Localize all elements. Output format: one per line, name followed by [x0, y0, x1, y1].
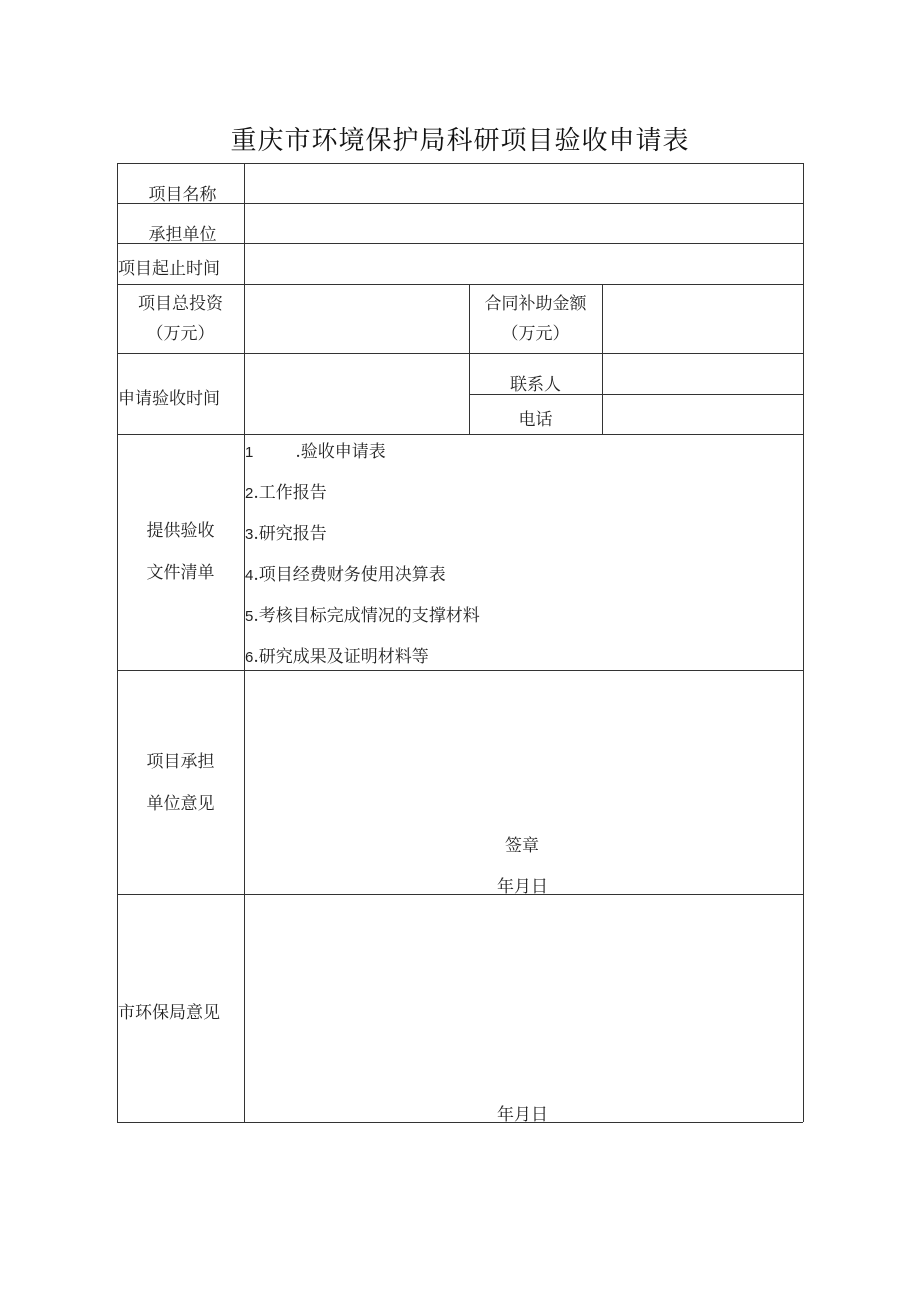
period-label: 项目起止时间: [118, 259, 220, 279]
apply-time-label: 申请验收时间: [118, 389, 220, 409]
doc-item-text: .项目经费财务使用决算表: [253, 565, 446, 585]
table-border-right: [803, 163, 804, 1122]
doc-item-text: .工作报告: [253, 483, 327, 503]
doc-item-text: .研究报告: [253, 524, 327, 544]
seal-label: 签章: [505, 836, 539, 856]
bureau-opinion-field[interactable]: [245, 895, 802, 1085]
doc-item: [245, 642, 429, 667]
row-divider: [117, 434, 803, 435]
subsidy-label-line2: （万元）: [501, 324, 570, 344]
apply-time-field[interactable]: [245, 354, 469, 434]
investment-label-line1: 项目总投资: [138, 294, 223, 314]
doc-item: [245, 437, 386, 462]
doc-item-number: 1: [245, 444, 254, 461]
bureau-opinion-date: 年月日: [497, 1105, 548, 1125]
doc-item-text: .验收申请表: [295, 442, 386, 462]
doc-item-number: 6: [245, 649, 254, 666]
contact-field[interactable]: [603, 354, 802, 394]
unit-opinion-label-line2: 单位意见: [146, 794, 215, 814]
bureau-opinion-label: 市环保局意见: [118, 1003, 220, 1023]
doc-item-text: .研究成果及证明材料等: [253, 647, 429, 667]
investment-field[interactable]: [245, 285, 469, 353]
docs-label: [117, 510, 244, 594]
table-border-bottom: [117, 1122, 803, 1123]
unit-opinion-field[interactable]: [245, 671, 802, 821]
doc-item-text: .考核目标完成情况的支撑材料: [253, 606, 480, 626]
phone-field[interactable]: [603, 395, 802, 434]
form-title: 重庆市环境保护局科研项目验收申请表: [230, 126, 690, 156]
doc-item: [245, 478, 327, 503]
unit-label: 承担单位: [148, 225, 217, 245]
unit-opinion-label: [117, 741, 244, 825]
project-name-label: 项目名称: [148, 185, 217, 205]
docs-label-line2: 文件清单: [146, 563, 215, 583]
subsidy-label-line1: 合同补助金额: [484, 294, 587, 314]
period-field[interactable]: [245, 244, 802, 284]
project-name-field[interactable]: [245, 164, 802, 203]
unit-opinion-label-line1: 项目承担: [146, 752, 215, 772]
doc-item-number: 3: [245, 526, 254, 543]
investment-label: [117, 285, 244, 353]
investment-label-line2: （万元）: [146, 324, 215, 344]
subsidy-field[interactable]: [603, 285, 802, 353]
doc-item-number: 5: [245, 608, 254, 625]
unit-field[interactable]: [245, 204, 802, 243]
phone-label: 电话: [518, 410, 553, 430]
doc-item: [245, 519, 327, 544]
contact-label: 联系人: [510, 375, 561, 395]
doc-item: [245, 601, 480, 626]
docs-label-line1: 提供验收: [146, 521, 215, 541]
doc-item-number: 2: [245, 485, 254, 502]
doc-item-number: 4: [245, 567, 254, 584]
doc-item: [245, 560, 446, 585]
subsidy-label: [469, 285, 602, 353]
unit-opinion-date: 年月日: [497, 877, 548, 897]
